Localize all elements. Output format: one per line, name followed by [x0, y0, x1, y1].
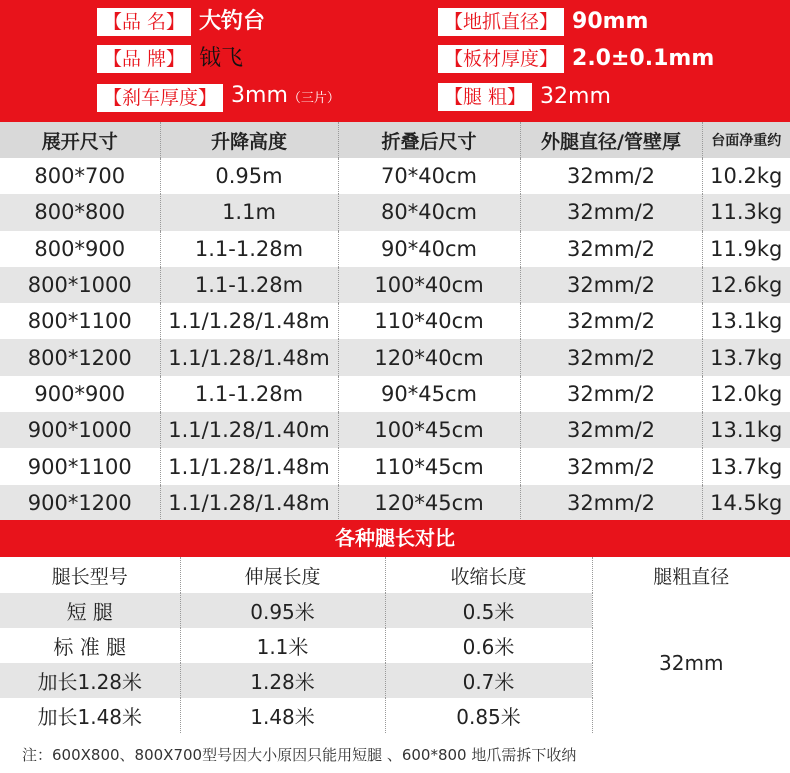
table-row	[0, 231, 790, 267]
list-item	[0, 593, 790, 628]
cell-extended-length: 1.1米	[180, 628, 385, 663]
cell-leg-diameter: 32mm/2	[520, 231, 702, 267]
cell-extended-length: 1.28米	[180, 663, 385, 698]
table-row	[0, 485, 790, 521]
table-row	[0, 158, 790, 194]
cell-unfold-size: 900*1000	[0, 412, 160, 448]
cell-leg-model: 加长1.28米	[0, 663, 180, 698]
cell-retracted-length: 0.85米	[385, 698, 592, 733]
cell-lift-height: 1.1/1.28/1.48m	[160, 448, 338, 484]
cell-folded-size: 100*40cm	[338, 267, 520, 303]
cell-folded-size: 80*40cm	[338, 194, 520, 230]
col-header-leg-diameter: 外腿直径/管壁厚	[520, 122, 702, 158]
spec-leg	[438, 81, 611, 111]
cell-folded-size: 110*45cm	[338, 448, 520, 484]
cell-leg-diameter: 32mm/2	[520, 303, 702, 339]
cell-unfold-size: 800*1200	[0, 339, 160, 375]
spec-brand-value: 钺飞	[199, 45, 244, 71]
cell-extended-length: 0.95米	[180, 593, 385, 628]
cell-net-weight: 13.1kg	[702, 412, 790, 448]
leg-comparison-table	[0, 557, 790, 733]
cell-lift-height: 1.1-1.28m	[160, 267, 338, 303]
cell-net-weight: 12.6kg	[702, 267, 790, 303]
comparison-header	[0, 557, 790, 593]
cell-leg-diameter: 32mm/2	[520, 339, 702, 375]
cell-net-weight: 14.5kg	[702, 485, 790, 521]
cell-leg-model: 加长1.48米	[0, 698, 180, 733]
cell-folded-size: 120*40cm	[338, 339, 520, 375]
footnote: 注：600X800、800X700型号因大小原因只能用短腿 、600*800 地爪需拆下收纳	[22, 746, 577, 764]
cell-lift-height: 0.95m	[160, 158, 338, 194]
spec-brand	[97, 43, 243, 73]
cell-folded-size: 90*45cm	[338, 376, 520, 412]
table-row	[0, 376, 790, 412]
cell-leg-diameter: 32mm/2	[520, 194, 702, 230]
cell-folded-size: 110*40cm	[338, 303, 520, 339]
spec-name-label: 【品 名】	[97, 8, 191, 36]
cell-unfold-size: 800*700	[0, 158, 160, 194]
cell-lift-height: 1.1/1.28/1.48m	[160, 303, 338, 339]
cell-leg-model: 短 腿	[0, 593, 180, 628]
comparison-title: 各种腿长对比	[0, 520, 790, 557]
table-row	[0, 303, 790, 339]
cell-net-weight: 10.2kg	[710, 164, 783, 189]
cell-unfold-size: 900*1200	[0, 485, 160, 521]
spec-brake	[97, 81, 340, 111]
comparison-body	[0, 593, 790, 733]
cell-net-weight: 11.3kg	[702, 194, 790, 230]
cell-lift-height: 1.1/1.28/1.48m	[160, 485, 338, 521]
cell-leg-diameter: 32mm/2	[520, 376, 702, 412]
cell-net-weight: 13.7kg	[702, 339, 790, 375]
spec-board-label: 【板材厚度】	[438, 45, 564, 73]
cell-leg-diameter: 32mm/2	[520, 267, 702, 303]
spec-leg-value: 32mm	[540, 83, 611, 109]
cell-unfold-size: 800*1100	[0, 303, 160, 339]
spec-board	[438, 43, 714, 73]
spec-grip	[438, 6, 648, 36]
size-table-header	[0, 122, 790, 158]
cell-unfold-size: 900*1100	[0, 448, 160, 484]
spec-brake-label: 【刹车厚度】	[97, 84, 223, 112]
spec-grip-label: 【地抓直径】	[438, 8, 564, 36]
table-row	[0, 339, 790, 375]
cell-lift-height: 1.1-1.28m	[160, 376, 338, 412]
cell-folded-size: 70*40cm	[338, 158, 520, 194]
cell-leg-diameter: 32mm/2	[520, 448, 702, 484]
cell-folded-size: 120*45cm	[338, 485, 520, 521]
cell-lift-height: 1.1-1.28m	[160, 231, 338, 267]
table-row	[0, 267, 790, 303]
spec-board-value: 2.0±0.1mm	[572, 45, 715, 71]
cell-net-weight: 12.0kg	[710, 381, 783, 406]
col-header-extended-length: 伸展长度	[180, 557, 385, 593]
cell-unfold-size: 800*900	[0, 231, 160, 267]
cell-net-weight: 13.7kg	[710, 454, 783, 479]
col-header-leg-thickness: 腿粗直径	[592, 557, 790, 593]
spec-grip-value: 90mm	[572, 8, 649, 34]
cell-folded-size: 100*45cm	[338, 412, 520, 448]
spec-banner	[0, 0, 790, 122]
table-row	[0, 194, 790, 230]
cell-leg-model: 标 准 腿	[0, 628, 180, 663]
cell-folded-size: 90*40cm	[338, 231, 520, 267]
cell-retracted-length: 0.7米	[385, 663, 592, 698]
spec-name-value: 大钓台	[199, 8, 266, 34]
cell-leg-diameter: 32mm/2	[520, 485, 702, 521]
col-header-lift-height: 升降高度	[160, 122, 338, 158]
cell-lift-height: 1.1/1.28/1.48m	[160, 339, 338, 375]
cell-leg-thickness: 32mm	[592, 593, 790, 733]
table-row	[0, 412, 790, 448]
cell-lift-height: 1.1/1.28/1.40m	[160, 412, 338, 448]
cell-unfold-size: 800*1000	[0, 267, 160, 303]
col-header-retracted-length: 收缩长度	[385, 557, 592, 593]
col-header-leg-model: 腿长型号	[0, 557, 180, 593]
cell-leg-diameter: 32mm/2	[520, 158, 702, 194]
spec-brake-note: （三片）	[287, 91, 340, 106]
col-header-folded-size: 折叠后尺寸	[338, 122, 520, 158]
cell-unfold-size: 900*900	[0, 376, 160, 412]
col-header-net-weight: 台面净重约	[702, 122, 790, 158]
spec-brand-label: 【品 牌】	[97, 45, 191, 73]
cell-net-weight: 13.1kg	[710, 309, 783, 334]
spec-leg-label: 【腿 粗】	[438, 83, 532, 111]
cell-leg-diameter: 32mm/2	[520, 412, 702, 448]
table-row	[0, 448, 790, 484]
size-table	[0, 122, 790, 521]
cell-retracted-length: 0.6米	[385, 628, 592, 663]
cell-lift-height: 1.1m	[160, 194, 338, 230]
cell-extended-length: 1.48米	[180, 698, 385, 733]
spec-name	[97, 6, 265, 36]
cell-net-weight: 11.9kg	[710, 236, 783, 261]
spec-brake-value: 3mm（三片）	[231, 83, 340, 108]
size-table-body	[0, 158, 790, 521]
cell-unfold-size: 800*800	[0, 194, 160, 230]
cell-retracted-length: 0.5米	[385, 593, 592, 628]
col-header-unfold-size: 展开尺寸	[0, 122, 160, 158]
